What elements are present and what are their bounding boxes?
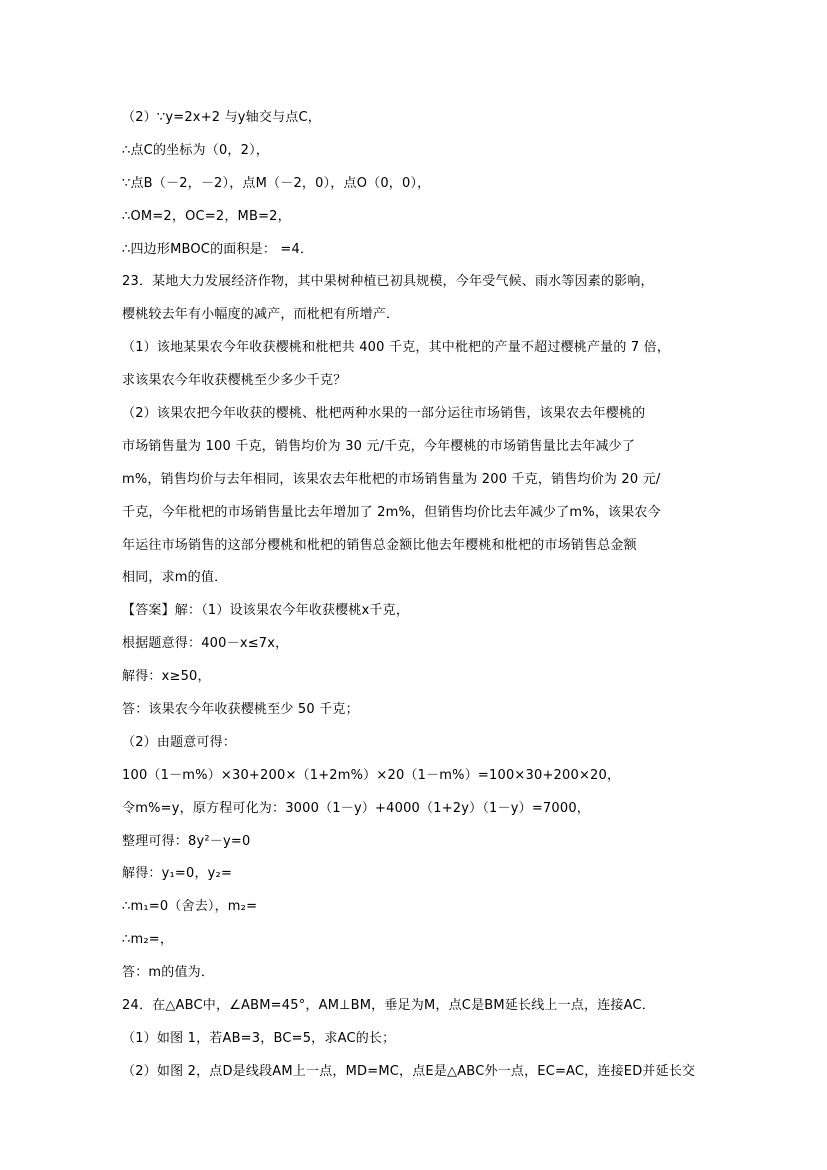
text-line: 答：m的值为． — [122, 965, 215, 981]
text-line: 求该果农今年收获樱桃至少多少千克？ — [122, 373, 347, 389]
text-line: ∴四边形MBOC的面积是： =4． — [122, 241, 314, 257]
text-line: 相同，求m的值． — [122, 570, 228, 586]
text-line: （1）如图 1，若AB=3，BC=5，求AC的长； — [122, 1030, 396, 1046]
text-line: 解得：x≥50， — [122, 669, 211, 685]
text-line: （2）由题意可得： — [122, 734, 237, 750]
text-line: ∴OM=2，OC=2，MB=2， — [122, 208, 291, 224]
text-line: 答：该果农今年收获樱桃至少 50 千克； — [122, 702, 359, 718]
text-line: ∴m₂=， — [122, 932, 174, 948]
text-line: （2）该果农把今年收获的樱桃、枇杷两种水果的一部分运往市场销售，该果农去年樱桃的 — [122, 406, 646, 422]
text-line: m%，销售均价与去年相同，该果农去年枇杷的市场销售量为 200 千克，销售均价为 20 元/ — [122, 471, 661, 487]
text-line: 【答案】解：（1）设该果农今年收获樱桃x千克， — [122, 603, 410, 619]
text-line: 樱桃较去年有小幅度的减产，而枇杷有所增产． — [122, 307, 400, 323]
document-page — [122, 102, 722, 1089]
text-line: 令m%=y，原方程可化为：3000（1－y）+4000（1+2y）（1－y）=7000， — [122, 800, 590, 816]
text-line: 整理可得：8y²－y=0 — [122, 833, 251, 849]
text-line: （1）该地某果农今年收获樱桃和枇杷共 400 千克，其中枇杷的产量不超过樱桃产量的 7 倍， — [122, 340, 671, 356]
text-line: 解得：y₁=0，y₂= — [122, 866, 233, 882]
text-line: 23．某地大力发展经济作物，其中果树种植已初具规模，今年受气候、雨水等因素的影响， — [122, 274, 654, 290]
text-line: 年运往市场销售的这部分樱桃和枇杷的销售总金额比他去年樱桃和枇杷的市场销售总金额 — [122, 537, 637, 553]
text-line: （2）如图 2，点D是线段AM上一点，MD=MC，点E是△ABC外一点，EC=AC，连接ED并延长交 — [122, 1063, 696, 1079]
text-line: ∴m₁=0（舍去），m₂= — [122, 899, 258, 915]
text-line: ∴点C的坐标为（0，2）， — [122, 142, 269, 158]
text-line: 24．在△ABC中，∠ABM=45°，AM⊥BM，垂足为M，点C是BM延长线上一点，连接AC． — [122, 998, 655, 1014]
text-line: 千克，今年枇杷的市场销售量比去年增加了 2m%，但销售均价比去年减少了m%，该果农今 — [122, 504, 661, 520]
text-line: 市场销售量为 100 千克，销售均价为 30 元/千克，今年樱桃的市场销售量比去年减少了 — [122, 438, 636, 454]
text-line: （2）∵y=2x+2 与y轴交与点C， — [122, 110, 321, 125]
text-line: 100（1－m%）×30+200×（1+2m%）×20（1－m%）=100×30+200×20， — [122, 767, 621, 783]
text-line: 根据题意得：400－x≤7x， — [122, 636, 289, 652]
text-line: ∵点B（－2，－2），点M（－2，0），点O（0，0）， — [122, 175, 431, 191]
